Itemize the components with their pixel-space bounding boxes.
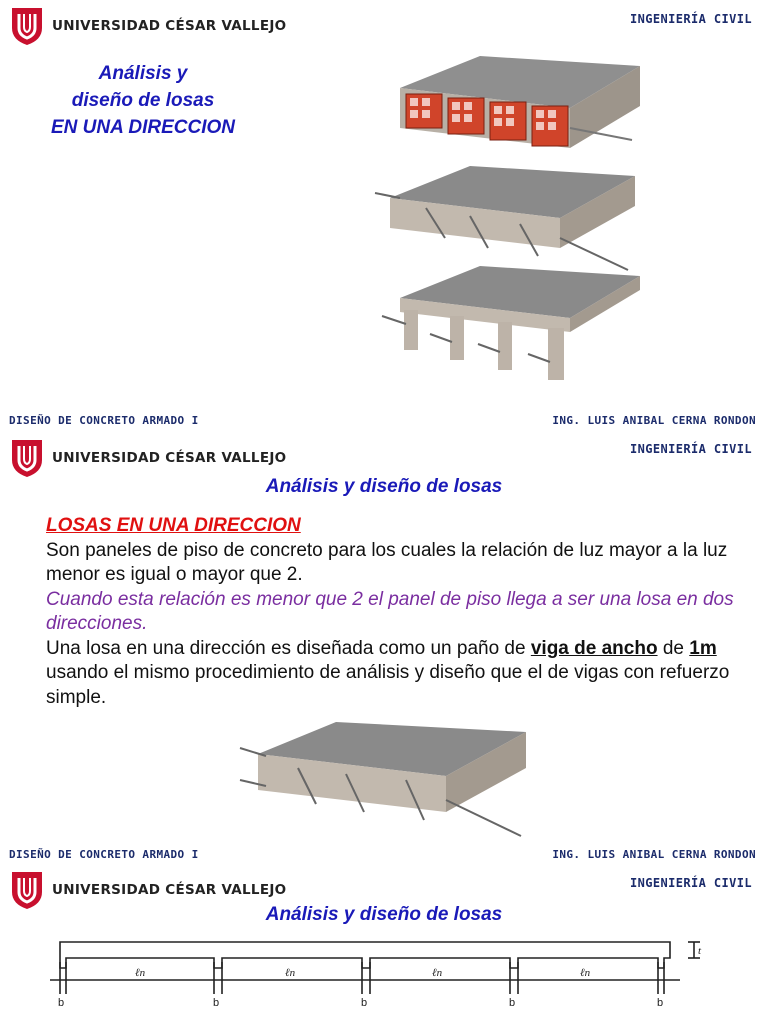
- support-label: b: [58, 997, 65, 1009]
- paragraph-3-emphasis-2: 1m: [689, 637, 717, 659]
- footer-instructor: ING. LUIS ANIBAL CERNA RONDON: [552, 414, 756, 427]
- paragraph-3-text: de: [657, 637, 690, 659]
- footer-course: DISEÑO DE CONCRETO ARMADO I: [9, 414, 199, 427]
- ucv-shield-icon: [10, 438, 44, 478]
- ribbed-slab: [382, 266, 640, 380]
- support-label: b: [213, 997, 220, 1009]
- section-heading: LOSAS EN UNA DIRECCION: [46, 515, 301, 536]
- paragraph-2: Cuando esta relación es menor que 2 el panel de piso llega a ser una losa en dos direcciones.: [46, 588, 734, 634]
- department-label: INGENIERÍA CIVIL: [630, 442, 752, 456]
- department-label: INGENIERÍA CIVIL: [630, 12, 752, 26]
- slide-3: [0, 866, 768, 1024]
- paragraph-3: [46, 637, 746, 711]
- department-label: INGENIERÍA CIVIL: [630, 876, 752, 890]
- footer-instructor: ING. LUIS ANIBAL CERNA RONDON: [552, 848, 756, 861]
- support-label: b: [657, 997, 664, 1009]
- slide-3-title: Análisis y diseño de losas: [265, 904, 503, 925]
- title-line-3: EN UNA DIRECCION: [50, 117, 236, 138]
- university-name: UNIVERSIDAD CÉSAR VALLEJO: [52, 18, 287, 34]
- span-label: ℓn: [285, 967, 296, 979]
- university-name: UNIVERSIDAD CÉSAR VALLEJO: [52, 882, 287, 898]
- footer-course: DISEÑO DE CONCRETO ARMADO I: [9, 848, 199, 861]
- slide-2: [0, 432, 768, 866]
- thickness-label: t: [698, 945, 702, 957]
- paragraph-3-text: Una losa en una dirección es diseñada como un paño de: [46, 637, 531, 659]
- span-label: ℓn: [135, 967, 146, 979]
- continuous-slab-diagram: [40, 932, 720, 1024]
- university-name: UNIVERSIDAD CÉSAR VALLEJO: [52, 450, 287, 466]
- paragraph-3-text: usando el mismo procedimiento de análisis y diseño que el de vigas con refuerzo simple.: [46, 662, 730, 708]
- support-label: b: [361, 997, 368, 1009]
- slide-2-title: Análisis y diseño de losas: [265, 476, 503, 497]
- span-label: ℓn: [580, 967, 591, 979]
- title-line-1: Análisis y: [98, 63, 188, 84]
- hollow-block-slab: [400, 56, 640, 148]
- slide-1: [0, 0, 768, 432]
- span-label: ℓn: [432, 967, 443, 979]
- solid-slab: [375, 166, 635, 270]
- paragraph-1: Son paneles de piso de concreto para los cuales la relación de luz mayor a la luz menor es igual o mayor que 2.: [46, 539, 728, 585]
- support-label: b: [509, 997, 516, 1009]
- slide-2-body: [46, 514, 746, 710]
- paragraph-3-emphasis-1: viga de ancho: [530, 637, 658, 659]
- ucv-shield-icon: [10, 6, 44, 46]
- university-logo: [10, 438, 286, 478]
- title-line-2: diseño de losas: [71, 90, 215, 111]
- university-logo: [10, 6, 286, 46]
- one-way-slab-illustration: [236, 714, 536, 844]
- slab-types-illustration: [370, 48, 660, 388]
- slide-1-title: [38, 60, 248, 141]
